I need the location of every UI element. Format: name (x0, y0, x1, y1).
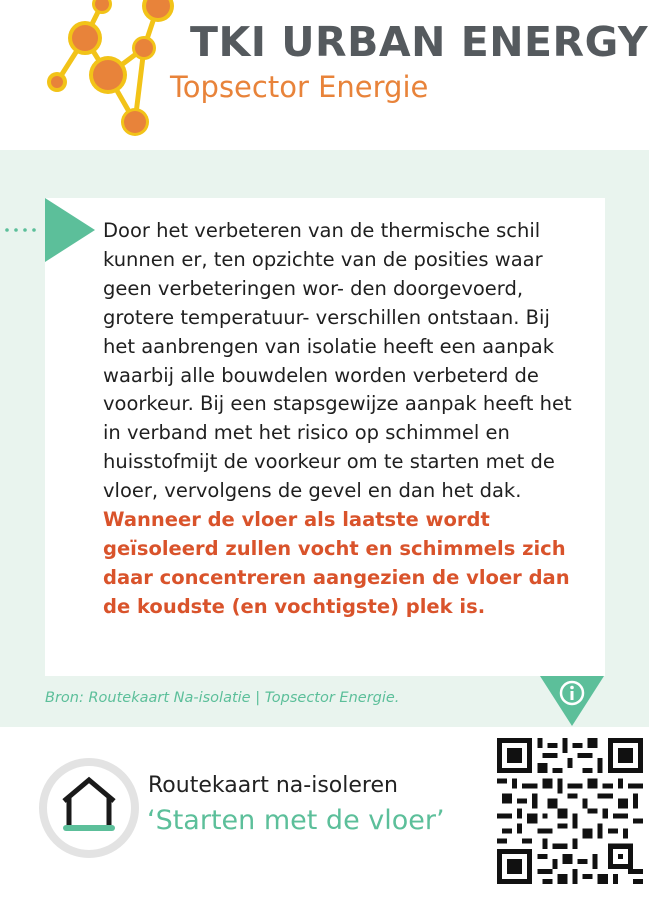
play-arrow-icon (45, 198, 97, 262)
brand-title: TKI URBAN ENERGY (190, 18, 649, 66)
body-text-normal: Door het verbeteren van de thermische schil kunnen er, ten opzichte van de posities waar geen verbeteringen wor- den doorgevoerd, grotere temperatuur- verschillen ontstaan. Bij het aanbrengen van isolatie heeft een aanpak waarbij alle bouwdelen worden verbeterd de voorkeur. Bij een stapsgewijze aanpak heeft het in verband met het risico op schimmel en huisstofmijt de voorkeur om te starten met de vloer, vervolgens de gevel en dan het dak. (103, 219, 572, 503)
house-icon (38, 757, 140, 859)
dotted-line-decoration (4, 223, 44, 237)
route-title: Routekaart na-isoleren (148, 773, 398, 798)
header (0, 0, 649, 150)
body-paragraph (103, 217, 573, 622)
route-subtitle: ‘Starten met de vloer’ (147, 805, 445, 836)
brand-subtitle: Topsector Energie (170, 70, 429, 104)
molecule-logo-icon (40, 0, 190, 140)
info-icon (540, 676, 604, 728)
body-text-highlight: Wanneer de vloer als laatste wordt geïsoleerd zullen vocht en schimmels zich daar concentreren aangezien de vloer dan de koudste (en vochtigste) plek is. (103, 508, 570, 618)
qr-code-icon[interactable] (497, 738, 643, 884)
source-citation: Bron: Routekaart Na-isolatie | Topsector Energie. (45, 690, 400, 706)
